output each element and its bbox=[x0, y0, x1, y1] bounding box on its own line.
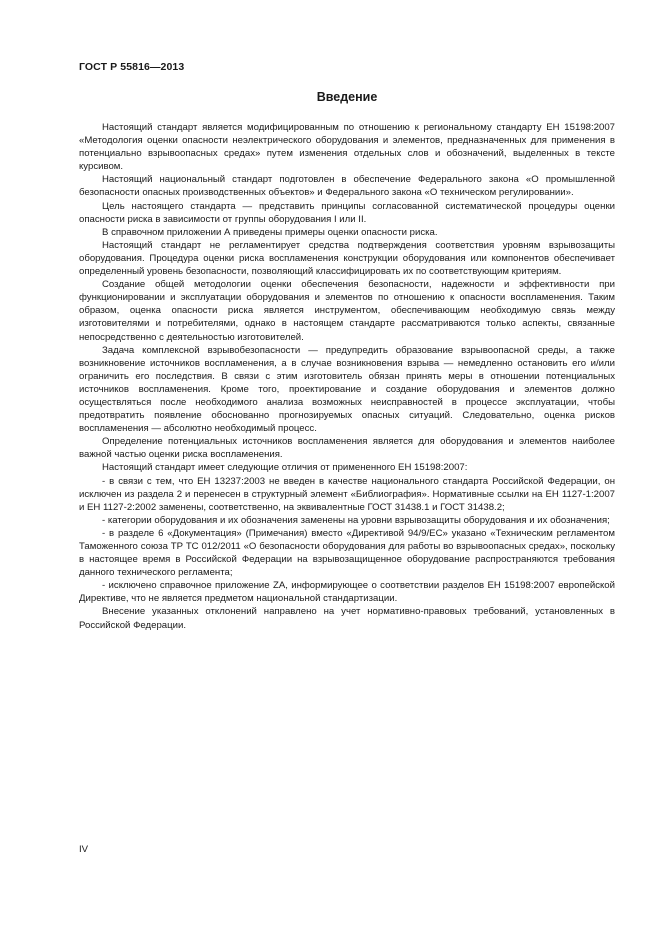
document-code-header: ГОСТ Р 55816—2013 bbox=[79, 61, 185, 73]
page-number: IV bbox=[79, 844, 89, 855]
paragraph-9: Настоящий стандарт имеет следующие отличия от примененного ЕН 15198:2007: bbox=[102, 462, 468, 474]
introduction-body bbox=[79, 121, 615, 632]
paragraph-2: Настоящий национальный стандарт подготовлен в обеспечение Федерального закона «О промышленной безопасности опасных производственных объектов» и Федерального закона «О техническом регулировании». bbox=[79, 174, 615, 199]
paragraph-4: В справочном приложении А приведены примеры оценки опасности риска. bbox=[102, 226, 438, 238]
list-item-1: - в связи с тем, что ЕН 13237:2003 не введен в качестве национального стандарта Российской Федерации, он исключен из раздела 2 и перенесен в структурный элемент «Библиография». Нормативные ссылки на ЕН 1127-1:2007 и ЕН 1127-2:2002 заменены, соответственно, на эквивалентные ГОСТ 31438.1 и ГОСТ 31438.2; bbox=[79, 475, 615, 513]
list-item-2: - категории оборудования и их обозначения заменены на уровни взрывозащиты оборудования и их обозначения; bbox=[102, 514, 610, 526]
paragraph-10: Внесение указанных отклонений направлено на учет нормативно-правовых требований, установленных в Российской Федерации. bbox=[79, 606, 615, 631]
list-item-3: - в разделе 6 «Документация» (Примечания) вместо «Директивой 94/9/ЕС» указано «Техническим регламентом Таможенного союза ТР ТС 012/2011 «О безопасности оборудования для работы во взрывоопасных средах», поскольку в настоящее время в Российской Федерации на взрывозащищенное оборудование распространяются требования данного технического регламента; bbox=[79, 527, 615, 579]
paragraph-7: Задача комплексной взрывобезопасности — предупредить образование взрывоопасной среды, а также возникновение источников воспламенения, а в случае возникновения взрыва — немедленно остановить его и/или ограничить его последствия. В связи с этим изготовитель обязан принять меры в отношении потенциальных источников воспламенения. Кроме того, проектирование и создание оборудования и элементов должно осуществляться после необходимого анализа возможных неисправностей в процессе эксплуатации, чтобы предотвратить появление обоснованно прогнозируемых опасных ситуаций. Следовательно, оценка рисков воспламенения — абсолютно необходимый процесс. bbox=[79, 344, 615, 435]
section-title: Введение bbox=[316, 90, 378, 104]
paragraph-6: Создание общей методологии оценки обеспечения безопасности, надежности и эффективности при функционировании и эксплуатации оборудования и элементов по отношению к опасности воспламенения. Таким образом, оценка опасности риска является инструментом, обеспечивающим необходимую связь между изготовителями и потребителями, однако в настоящем стандарте рассматриваются только аспекты, связанные непосредственно с деятельностью изготовителей. bbox=[79, 279, 615, 343]
paragraph-1: Настоящий стандарт является модифицированным по отношению к региональному стандарту ЕН 15198:2007 «Методология оценки опасности неэлектрического оборудования и элементов, предназначенных для применения в потенциально взрывоопасных средах» путем изменения отдельных слов и обозначений, выделенных в тексте курсивом. bbox=[79, 122, 615, 173]
paragraph-8: Определение потенциальных источников воспламенения является для оборудования и элементов наиболее важной частью оценки риска воспламенения. bbox=[79, 436, 615, 461]
paragraph-3: Цель настоящего стандарта — представить принципы согласованной систематической процедуры оценки опасности риска в зависимости от группы оборудования I или II. bbox=[79, 200, 615, 225]
list-item-4: - исключено справочное приложение ZA, информирующее о соответствии разделов ЕН 15198:2007 европейской Директиве, что не является предметом национальной стандартизации. bbox=[79, 580, 615, 605]
paragraph-5: Настоящий стандарт не регламентирует средства подтверждения соответствия уровням взрывозащиты оборудования. Процедура оценки риска воспламенения конструкции оборудования или компонентов обеспечивает определенный уровень безопасности, позволяющий классифицировать их по соответствующим критериям. bbox=[79, 239, 615, 278]
